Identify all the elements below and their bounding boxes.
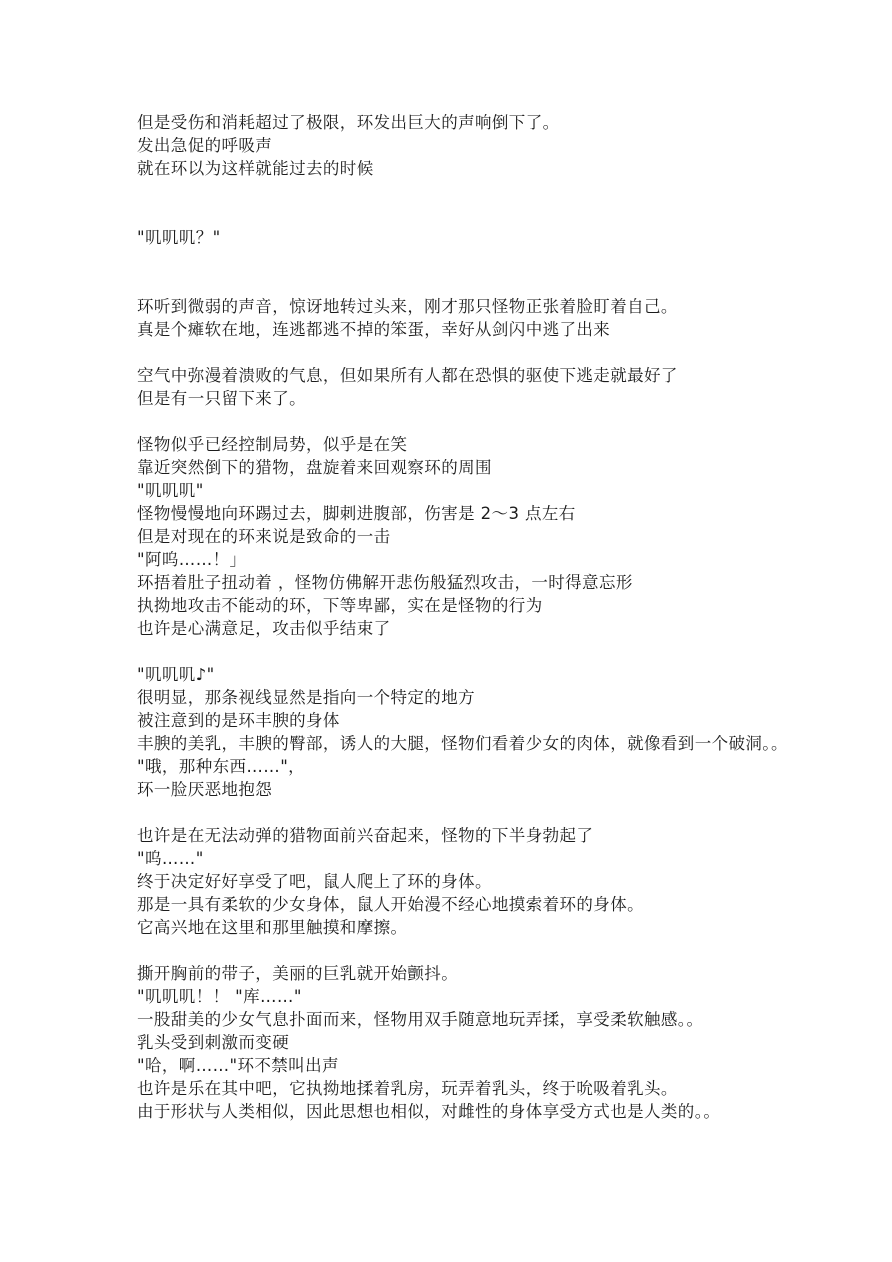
text-line: 执拗地攻击不能动的环，下等卑鄙，实在是怪物的行为 (137, 596, 543, 615)
blank-line (137, 341, 822, 364)
text-line: 那是一具有柔软的少女身体，鼠人开始漫不经心地摸索着环的身体。 (137, 895, 644, 914)
text-line: 环听到微弱的声音，惊讶地转过头来，刚才那只怪物正张着脸盯着自己。 (137, 297, 678, 316)
blank-line (137, 203, 822, 226)
text-line: 由于形状与人类相似，因此思想也相似，对雌性的身体享受方式也是人类的。。 (137, 1102, 721, 1121)
text-line: "哦，那种东西……"， (137, 757, 306, 776)
text-line: 怪物慢慢地向环踢过去，脚刺进腹部，伤害是 2～3 点左右 (137, 504, 576, 523)
text-line: "叽叽叽" (137, 481, 204, 500)
text-line: 也许是在无法动弹的猎物面前兴奋起来，怪物的下半身勃起了 (137, 826, 594, 845)
text-line: 空气中弥漫着溃败的气息，但如果所有人都在恐惧的驱使下逃走就最好了 (137, 366, 678, 385)
text-line: 怪物似乎已经控制局势，似乎是在笑 (137, 435, 408, 454)
text-line: "呜……" (137, 849, 204, 868)
text-line: "叽叽叽！！ "库……" (137, 987, 302, 1006)
text-line: 也许是心满意足，攻击似乎结束了 (137, 619, 391, 638)
text-line: "叽叽叽♪" (137, 665, 215, 684)
text-line: 被注意到的是环丰腴的身体 (137, 711, 340, 730)
blank-line (137, 249, 822, 272)
text-line: "叽叽叽？" (137, 228, 221, 247)
text-line: 环捂着肚子扭动着 ，怪物仿佛解开悲伤般猛烈攻击，一时得意忘形 (137, 573, 633, 592)
text-line: 环一脸厌恶地抱怨 (137, 780, 273, 799)
blank-line (137, 180, 822, 203)
text-line: 终于决定好好享受了吧，鼠人爬上了环的身体。 (137, 872, 492, 891)
blank-line (137, 801, 822, 824)
text-line: 很明显，那条视线显然是指向一个特定的地方 (137, 688, 475, 707)
text-line: 就在环以为这样就能过去的时候 (137, 159, 374, 178)
blank-line (137, 939, 822, 962)
text-line: 也许是乐在其中吧，它执拗地揉着乳房，玩弄着乳头，终于吮吸着乳头。 (137, 1079, 678, 1098)
text-line: "哈，啊……"环不禁叫出声 (137, 1056, 339, 1075)
text-line: 它高兴地在这里和那里触摸和摩擦。 (137, 918, 408, 937)
text-line: 但是受伤和消耗超过了极限，环发出巨大的声响倒下了。 (137, 113, 560, 132)
text-line: 靠近突然倒下的猎物，盘旋着来回观察环的周围 (137, 458, 492, 477)
text-line: 但是有一只留下来了。 (137, 389, 306, 408)
text-line: 撕开胸前的带子，美丽的巨乳就开始颤抖。 (137, 964, 459, 983)
document-text (137, 111, 822, 1123)
text-line: "阿呜……！」 (137, 550, 247, 569)
text-line: 丰腴的美乳，丰腴的臀部，诱人的大腿，怪物们看着少女的肉体，就像看到一个破洞。。 (137, 734, 788, 753)
text-line: 一股甜美的少女气息扑面而来，怪物用双手随意地玩弄揉，享受柔软触感。。 (137, 1010, 704, 1029)
blank-line (137, 410, 822, 433)
blank-line (137, 640, 822, 663)
text-line: 真是个瘫软在地，连逃都逃不掉的笨蛋，幸好从剑闪中逃了出来 (137, 320, 611, 339)
text-line: 但是对现在的环来说是致命的一击 (137, 527, 391, 546)
text-line: 乳头受到刺激而变硬 (137, 1033, 290, 1052)
blank-line (137, 272, 822, 295)
text-line: 发出急促的呼吸声 (137, 136, 273, 155)
